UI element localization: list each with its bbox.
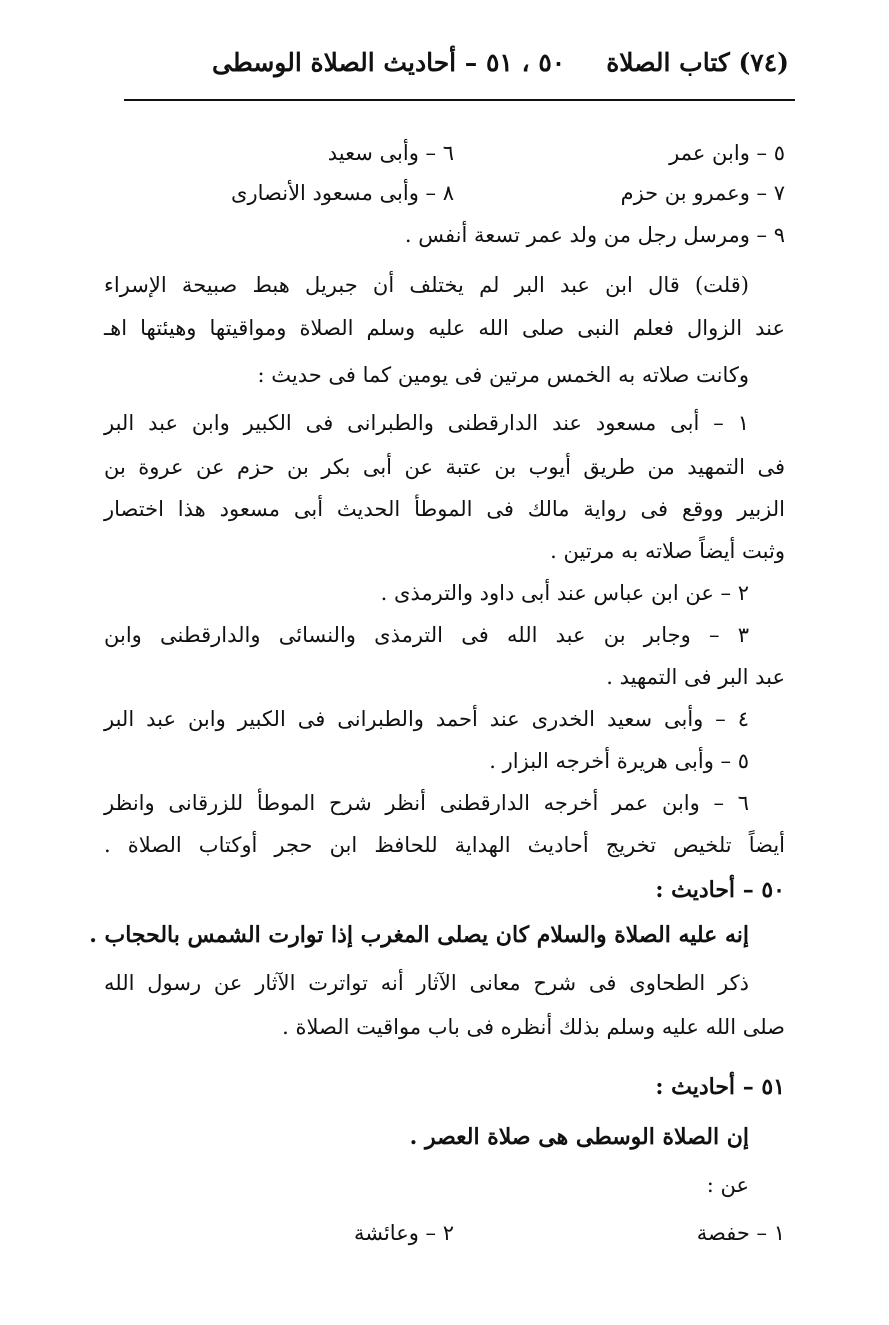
hadith-50-text: إنه عليه الصلاة والسلام كان يصلى المغرب إذا توارت الشمس بالحجاب . <box>89 922 749 948</box>
page-number-title: (٧٤) كتاب الصلاة <box>606 48 789 77</box>
narrator-aisha: ٢ – وعائشة <box>353 1221 454 1245</box>
paragraph-line: أيضاً تلخيص تخريج أحاديث الهداية للحافظ ابن حجر أوكتاب الصلاة . <box>104 833 785 857</box>
hadith-51-from: عن : <box>706 1173 749 1197</box>
paragraph-line: ٥ – وأبى هريرة أخرجه البزار . <box>489 749 749 773</box>
paragraph-line: ٣ – وجابر بن عبد الله فى الترمذى والنسائى والدارقطنى وابن <box>104 623 749 647</box>
narrator-9: ٩ – ومرسل رجل من ولد عمر تسعة أنفس . <box>404 223 785 247</box>
narrator-7: ٧ – وعمرو بن حزم <box>620 181 785 205</box>
paragraph-line: ٢ – عن ابن عباس عند أبى داود والترمذى . <box>380 581 749 605</box>
paragraph-line: ١ – أبى مسعود عند الدارقطنى والطبرانى فى الكبير وابن عبد البر <box>104 411 749 435</box>
paragraph-line: فى التمهيد من طريق أيوب بن عتبة عن أبى بكر بن حزم عن عروة بن <box>104 455 785 479</box>
paragraph-line: ٤ – وأبى سعيد الخدرى عند أحمد والطبرانى فى الكبير وابن عبد البر <box>104 707 749 731</box>
narrator-6: ٦ – وأبى سعيد <box>327 141 454 165</box>
hadith-50-heading: ٥٠ – أحاديث : <box>655 877 785 903</box>
narrator-5: ٥ – وابن عمر <box>669 141 785 165</box>
paragraph-line: عبد البر فى التمهيد . <box>606 665 785 689</box>
section-title: ٥٠ ، ٥١ – أحاديث الصلاة الوسطى <box>212 48 566 77</box>
narrator-8: ٨ – وأبى مسعود الأنصارى <box>231 181 454 205</box>
paragraph-line: الزبير ووقع فى رواية مالك فى الموطأ الحديث أبى مسعود هذا اختصار <box>104 497 785 521</box>
hadith-51-text: إن الصلاة الوسطى هى صلاة العصر . <box>409 1124 749 1150</box>
hadith-50-body: ذكر الطحاوى فى شرح معانى الآثار أنه تواترت الآثار عن رسول الله <box>104 971 749 995</box>
paragraph-line: وكانت صلاته به الخمس مرتين فى يومين كما فى حديث : <box>257 363 749 387</box>
paragraph-line: وثبت أيضاً صلاته به مرتين . <box>550 539 785 563</box>
hadith-51-heading: ٥١ – أحاديث : <box>655 1074 785 1100</box>
header-rule <box>124 99 795 101</box>
narrator-hafsa: ١ – حفصة <box>696 1221 785 1245</box>
page-header <box>120 48 789 92</box>
paragraph-line: عند الزوال فعلم النبى صلى الله عليه وسلم الصلاة ومواقيتها وهيئتها اهـ <box>104 316 785 340</box>
paragraph-line: ٦ – وابن عمر أخرجه الدارقطنى أنظر شرح الموطأ للزرقانى وانظر <box>104 791 749 815</box>
hadith-50-body: صلى الله عليه وسلم بذلك أنظره فى باب مواقيت الصلاة . <box>282 1015 785 1039</box>
paragraph-line: (قلت) قال ابن عبد البر لم يختلف أن جبريل هبط صبيحة الإسراء <box>104 273 749 297</box>
